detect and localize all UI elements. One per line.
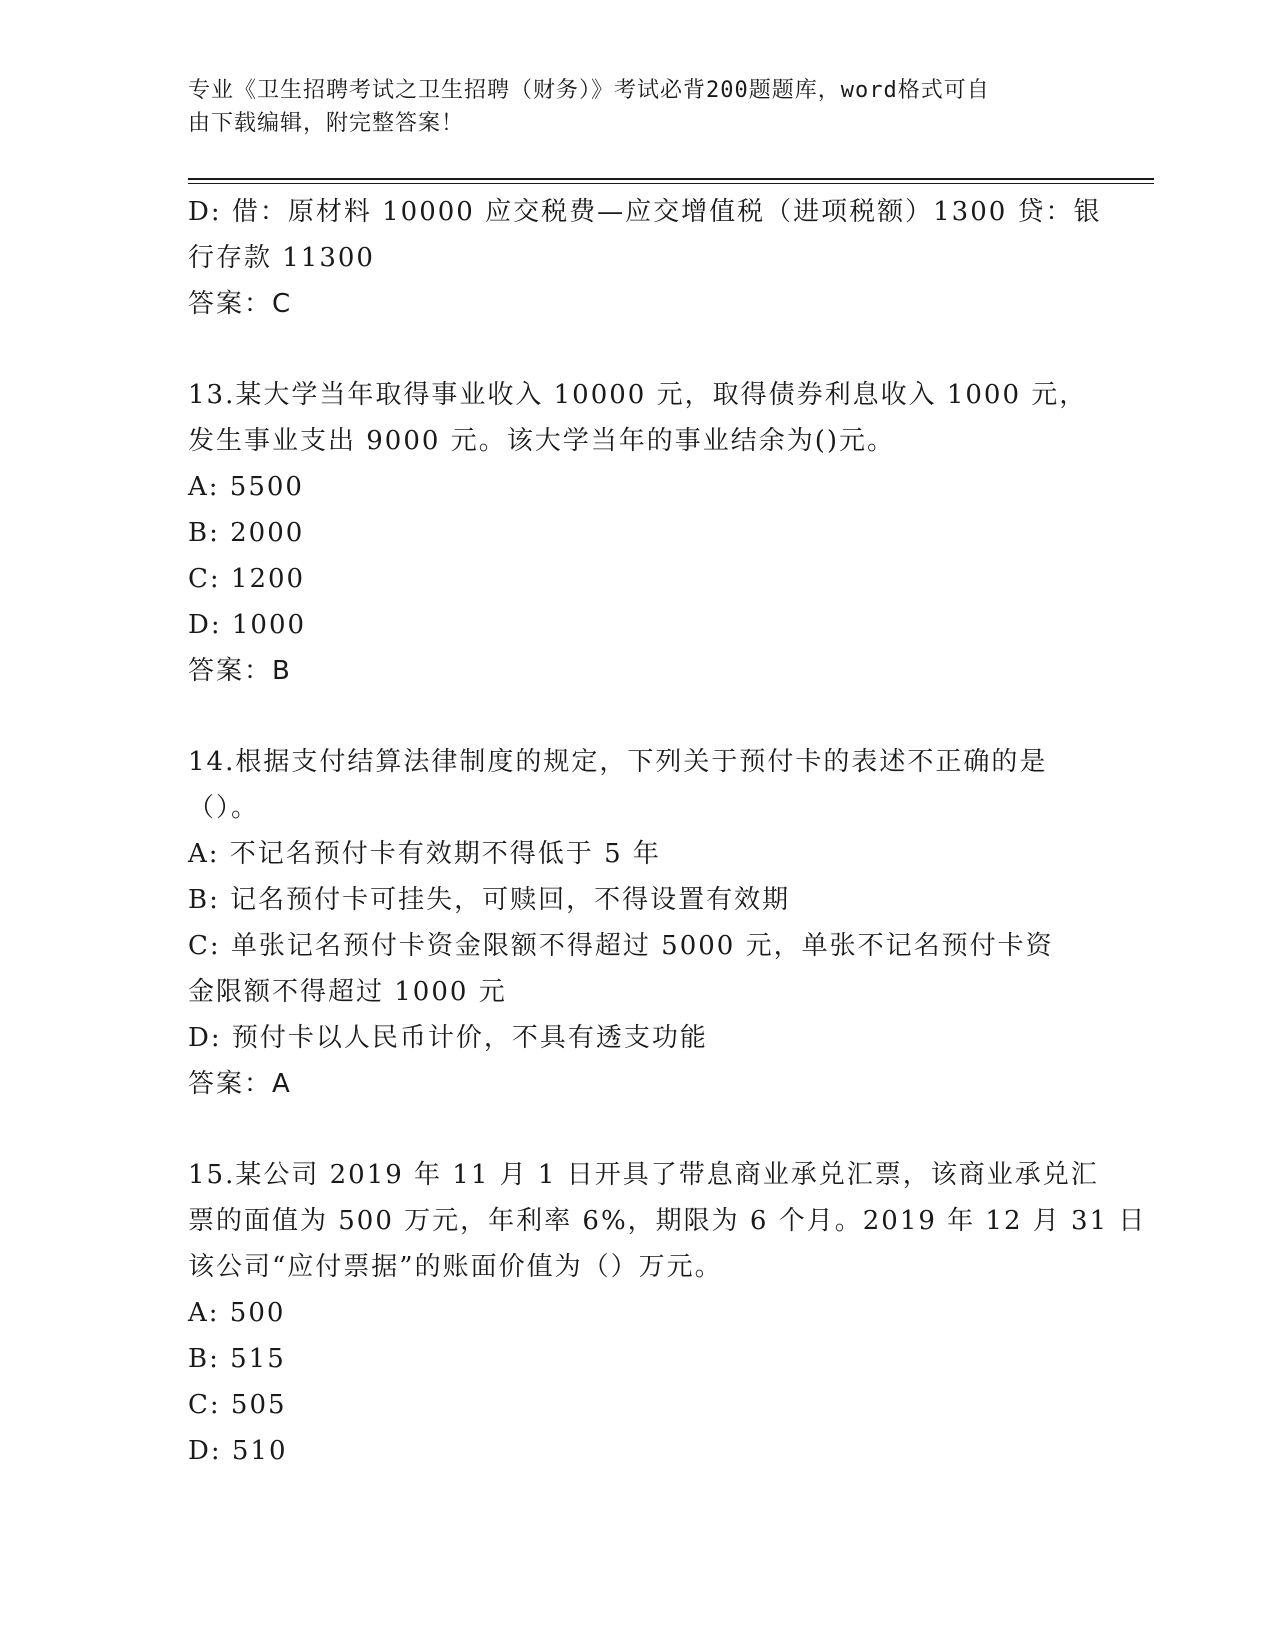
answer-line: 答案：A [188,1069,292,1099]
option-a: A: 500 [188,1298,286,1328]
option-d: D: 510 [188,1436,288,1466]
option-b: B: 记名预付卡可挂失，可赎回，不得设置有效期 [188,885,791,915]
question-12-tail [188,189,1102,327]
header-line-2: 由下载编辑，附完整答案！ [188,111,465,136]
question-stem-continued: 票的面值为 500 万元，年利率 6%，期限为 6 个月。2019 年 12 月 31 日 [188,1206,1147,1236]
option-a: A: 5500 [188,472,304,502]
document-header [188,74,1088,140]
question-stem: 13.某大学当年取得事业收入 10000 元，取得债券利息收入 1000 元， [188,380,1088,410]
question-13 [188,372,1088,694]
answer-line: 答案：C [188,289,293,319]
option-c: C: 1200 [188,564,306,594]
question-stem: 14.根据支付结算法律制度的规定，下列关于预付卡的表述不正确的是 [188,747,1048,777]
header-divider-thin [188,183,1154,184]
answer-line: 答案：B [188,656,292,686]
header-divider-thick [188,178,1154,180]
option-b: B: 515 [188,1344,286,1374]
option-a: A: 不记名预付卡有效期不得低于 5 年 [188,839,661,869]
option-d: D: 1000 [188,610,307,640]
option-c: C: 单张记名预付卡资金限额不得超过 5000 元，单张不记名预付卡资 [188,931,1054,961]
question-stem-continued: 该公司“应付票据”的账面价值为（）万元。 [188,1252,723,1282]
option-c: C: 505 [188,1390,287,1420]
spacer [188,1107,1088,1152]
question-content [188,189,1147,1474]
question-stem-continued: 发生事业支出 9000 元。该大学当年的事业结余为()元。 [188,426,895,456]
question-15 [188,1152,1147,1474]
option-d: D: 预付卡以人民币计价，不具有透支功能 [188,1023,708,1053]
option-d: D: 借：原材料 10000 应交税费—应交增值税（进项税额）1300 贷：银 [188,197,1102,227]
question-14 [188,739,1088,1107]
question-stem-continued: （）。 [188,793,260,823]
question-stem: 15.某公司 2019 年 11 月 1 日开具了带息商业承兑汇票，该商业承兑汇 [188,1160,1099,1190]
option-d-continued: 行存款 11300 [188,243,375,273]
option-b: B: 2000 [188,518,305,548]
spacer [188,327,1088,372]
header-line-1: 专业《卫生招聘考试之卫生招聘（财务）》考试必背200题题库，word格式可自 [188,78,990,103]
option-c-continued: 金限额不得超过 1000 元 [188,977,507,1007]
spacer [188,694,1088,739]
